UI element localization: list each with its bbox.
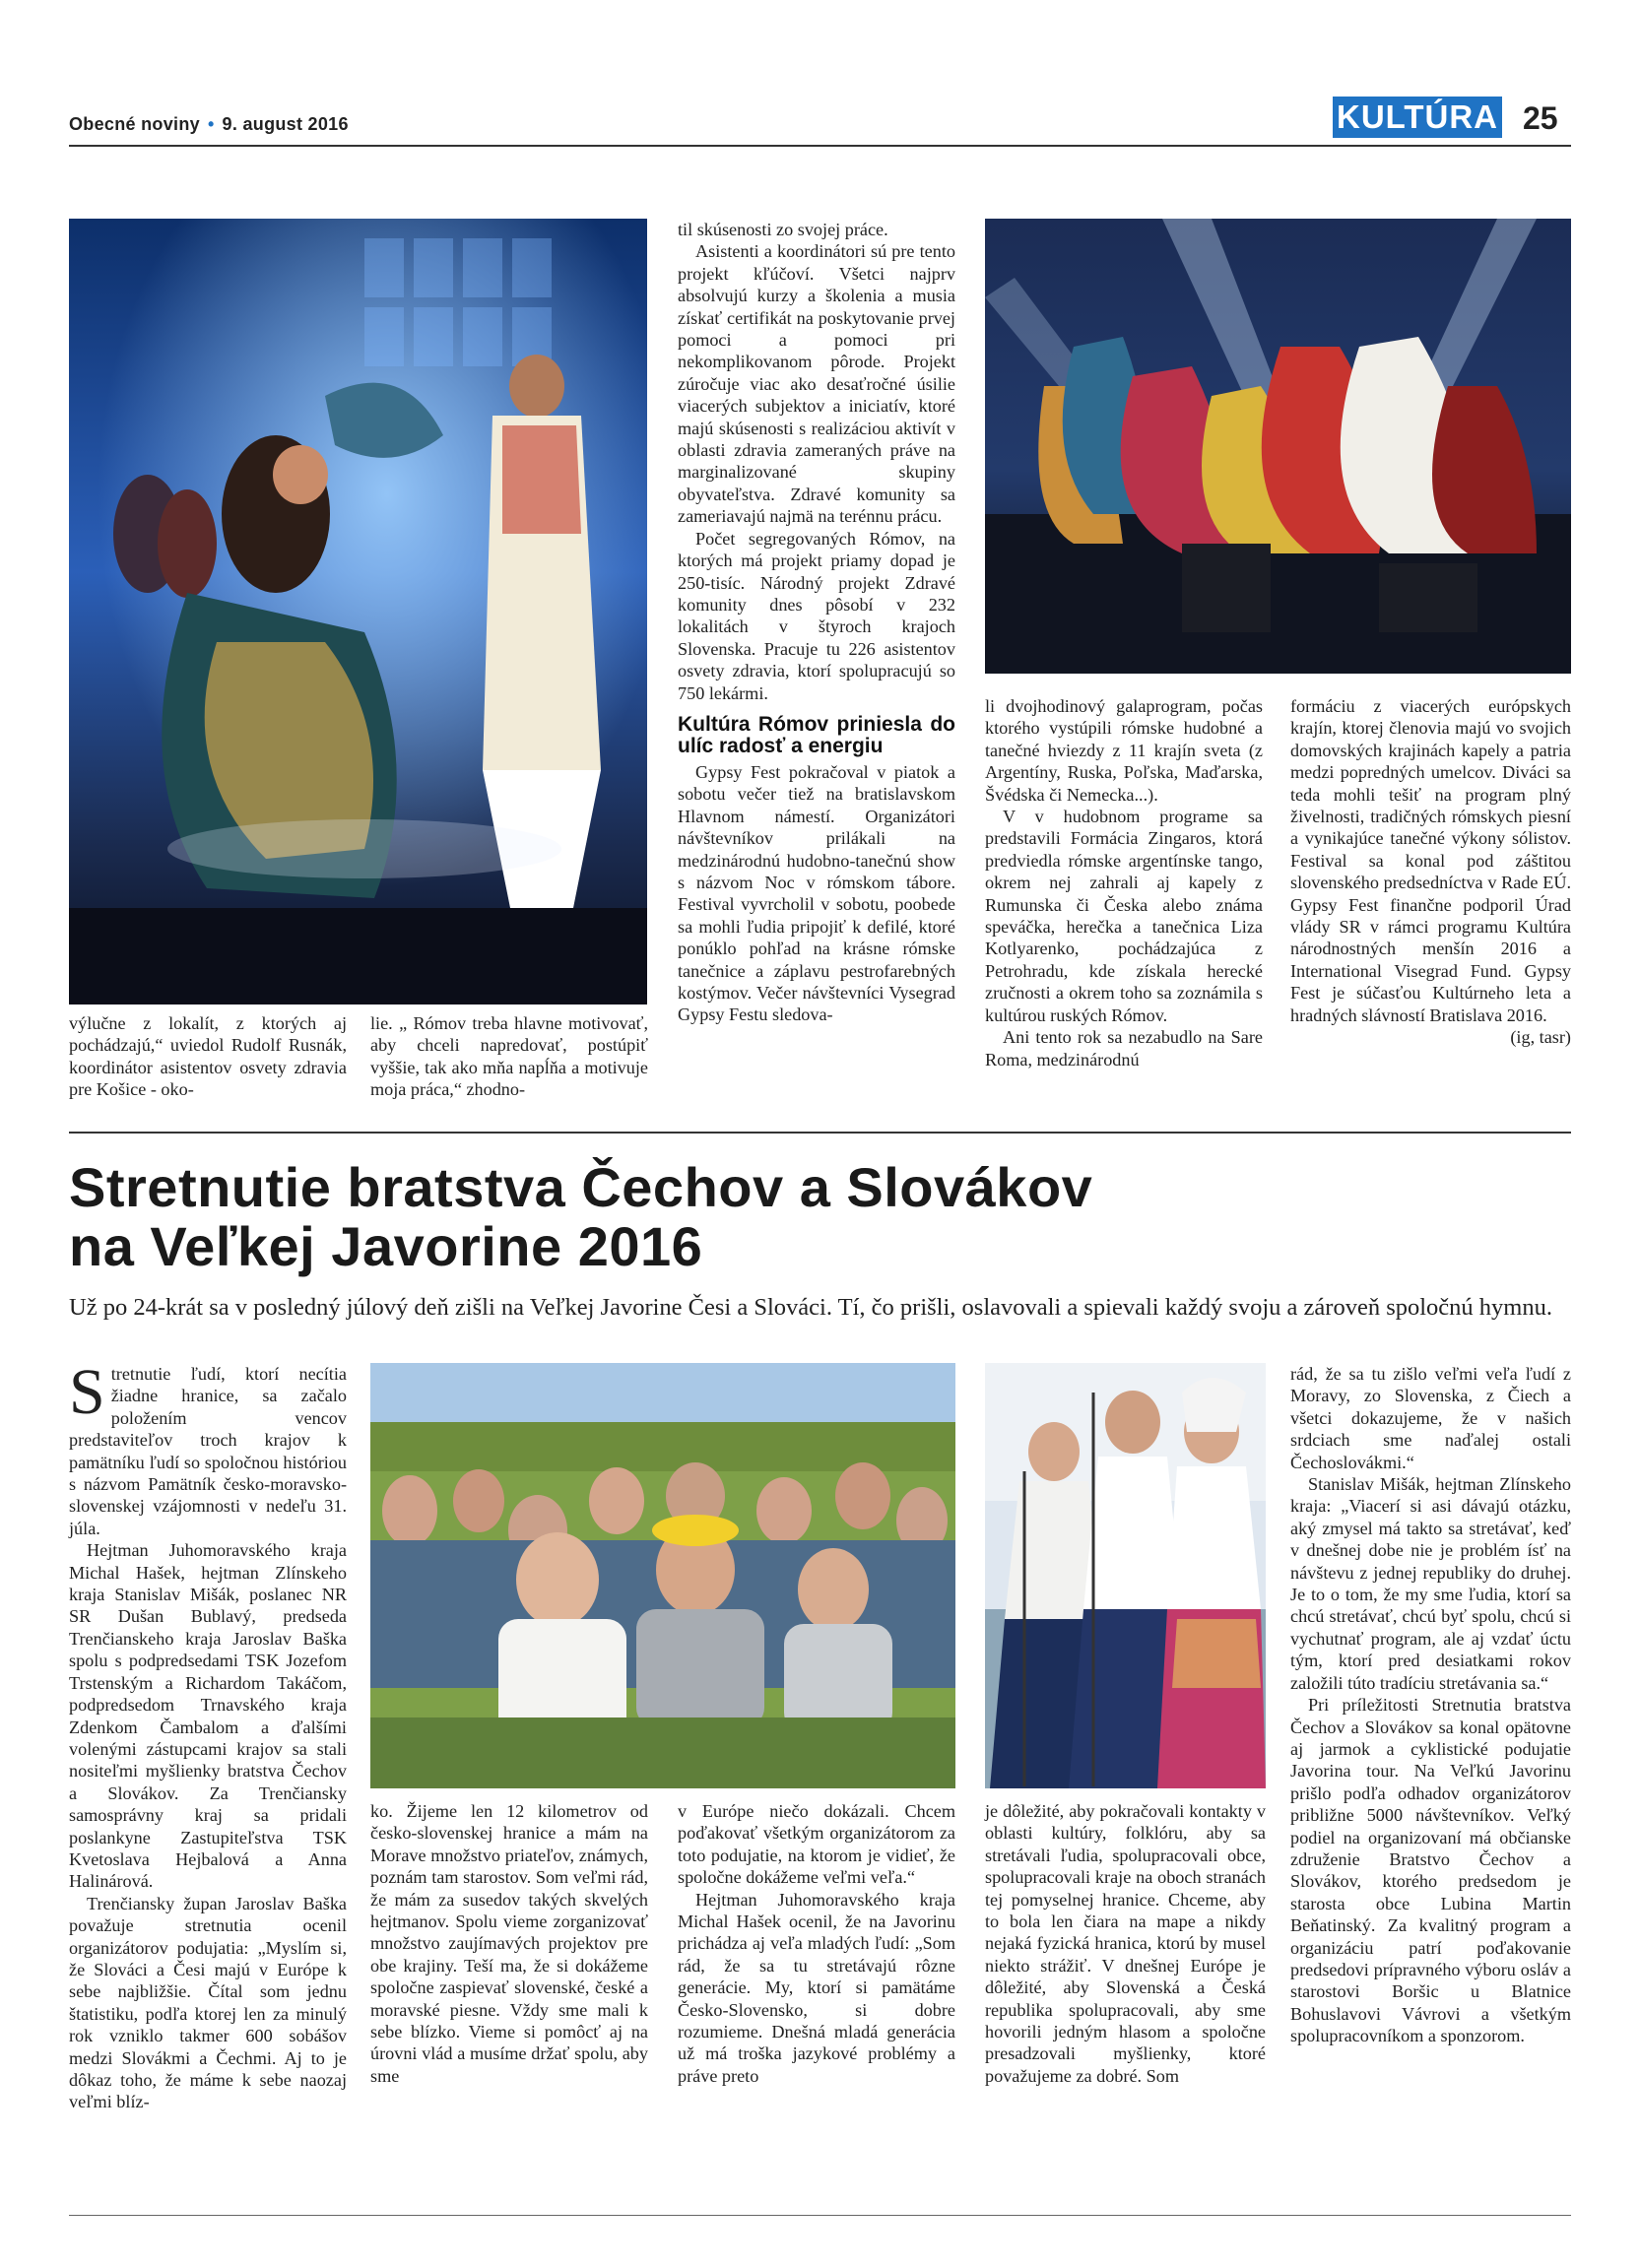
paragraph: formáciu z viacerých európskych krajín, ktorej členovia majú vo svojich domovských krajinách kapely a patria medzi popredných umelcov. Diváci sa teda mohli tešiť na program plný živelnosti, tradičných rómskych piesní a vynikajúce tanečné výkony sólistov. Festival sa konal pod záštitou slovenského predsedníctva v Rade EÚ. Gypsy Fest finančne podporil Úrad vlády SR v rámci programu Kultúra národnostných menšín 2016 a International Visegrad Fund. Gypsy Fest je súčasťou Kultúrneho leta a hradných slávností Bratislava 2016. [1290,696,1571,1025]
article-headline [69,1158,1448,1276]
crowd-photo [370,1363,955,1788]
article-col-4 [985,1800,1266,2087]
top-col-1 [69,1012,347,1101]
paragraph: ko. Žijeme len 12 kilometrov od česko-slovenskej hranice a mám na Morave množstvo priateľov, známych, poznám tam starostov. Som veľmi rád, že mám za susedov takých skvelých hejtmanov. Spolu vieme zorganizovať množstvo zaujímavých projektov pre obe krajiny. Teší ma, že si dokážeme spoločne zaspievať slovenské, české a moravské piesne. Vždy sme mali k sebe blízko. Vieme si pomôcť aj na úrovni vlád a musíme držať spolu, aby sme [370,1801,648,2086]
article-col-1 [69,1356,347,2113]
paragraph: Hejtman Juhomoravského kraja Michal Hašek, hejtman Zlínskeho kraja Stanislav Mišák, poslanec NR SR Dušan Bublavý, predseda Trenčianskeho kraja Jaroslav Baška spolu s podpredsedami TSK Jozefom Trstenským a Richardom Takáčom, podpredsedom Trnavského kraja Zdenkom Čambalom a ďalšími volenými zástupcami krajov sa stali nositeľmi myšlienky bratstva Čechov a Slovákov. Za Trenčiansky samosprávny kraj sa pridali poslankyne Zastupiteľstva TSK Kvetoslava Hejbalová a Anna Halinárová. [69,1540,347,1892]
paragraph: rád, že sa tu zišlo veľmi veľa ľudí z Moravy, zo Slovenska, z Čiech a všetci dokazujeme, že v našich srdciach sme naďalej ostali Čechoslovákmi.“ [1290,1364,1571,1472]
paragraph: li dvojhodinový galaprogram, počas ktorého vystúpili rómske hudobné a tanečné hviezdy z 11 krajín sveta (z Argentíny, Ruska, Poľska, Maďarska, Švédska či Nemecka...). [985,696,1263,805]
publication-name: Obecné noviny [69,114,200,134]
headline-line-2: na Veľkej Javorine 2016 [69,1215,703,1277]
masthead [69,114,349,135]
article-lead: Už po 24-krát sa v posledný júlový deň zišli na Veľkej Javorine Česi a Slováci. Tí, čo prišli, oslavovali a spievali každý svoju a zároveň spoločnú hymnu. [69,1294,1552,1321]
paragraph: je dôležité, aby pokračovali kontakty v oblasti kultúry, folklóru, aby sa stretávali ľudia, spolupracovali obce, spolupracovali kraje na oboch stranách tej pomyselnej hranice. Chceme, aby to bola len čiara na mape a nikdy nejaká fyzická hranica, ktorú by musel niekto strážiť. V dnešnej Európe je dôležité, aby Slovenská a Česká republika spolupracovali, aby sme hovorili jedným hlasom a spoločne presadzovali myšlienky, ktoré považujeme za dobré. Som [985,1801,1266,2086]
section-divider [69,1132,1571,1134]
gypsy-fest-dancer-photo [69,219,647,1004]
paragraph: Trenčiansky župan Jaroslav Baška považuje stretnutia ocenil organizátorov podujatia: „Myslím si, že Slováci a Česi majú v Európe k sebe najbližšie. Čítal som jednu štatistiku, podľa ktorej len za minulý rok vzniklo takmer 600 sobášov medzi Slovákmi a Čechmi. Aj to je dôkaz toho, že máme k sebe naozaj veľmi blíz- [69,1893,347,2112]
article-col-3 [678,1800,955,2087]
section-label: KULTÚRA [1333,97,1502,138]
paragraph: Gypsy Fest pokračoval v piatok a sobotu večer tiež na bratislavskom Hlavnom námestí. Organizátori návštevníkov prilákali na medzinárodnú hudobno-tanečnú show s názvom Noc v rómskom tábore. Festival vyvrcholil v sobotu, poobede sa mohli ľudia pripojiť k defilé, ktoré ponúklo pohľad na krásne rómske tanečnice a záplavu pestrofarebných kostýmov. Večer návštevníci Vysegrad Gypsy Festu sledova- [678,761,955,1025]
headline-line-1: Stretnutie bratstva Čechov a Slovákov [69,1156,1093,1218]
paragraph: Počet segregovaných Rómov, na ktorých má projekt priamy dopad je 250-tisíc. Národný projekt Zdravé komunity dnes pôsobí v 232 lokalitách v štyroch krajoch Slovenska. Pracuje tu 226 asistentov osvety zdravia, ktorí spolupracujú so 750 lekármi. [678,528,955,703]
folk-singers-photo [985,1363,1266,1788]
paragraph: Ani tento rok sa nezabudlo na Sare Roma, medzinárodnú [985,1027,1263,1069]
page-number: 25 [1523,100,1558,136]
author-credit: (ig, tasr) [1510,1027,1571,1048]
paragraph: lie. „ Rómov treba hlavne motivovať, aby chceli napredovať, postúpiť vyššie, tak ako mňa napĺňa a motivuje moja práca,“ zhodno- [370,1013,648,1100]
subheading: Kultúra Rómov priniesla do ulíc radosť a energiu [678,712,955,757]
paragraph: Hejtman Juhomoravského kraja Michal Hašek ocenil, že na Javorinu prichádza aj veľa mladých ľudí: „Som rád, že sa tu stretávajú rôzne generácie. My, ktorí si pamätáme Česko-Slovensko, si dobre rozumieme. Dnešná mladá generácia už má troška jazykové problémy a práve preto [678,1889,955,2086]
issue-date: 9. august 2016 [222,114,349,134]
top-divider [69,145,1571,147]
paragraph: til skúsenosti zo svojej práce. [678,220,888,239]
paragraph: Stanislav Mišák, hejtman Zlínskeho kraja: „Viacerí si asi dávajú otázku, aký zmysel má takto sa stretávať, keď v dnešnej dobe nie je problém ísť na návštevu z jednej republiky do druhej. Je to o tom, že my sme ľudia, ktorí sa chcú stretávať, chcú byť spolu, chcú si vychutnať program, ale aj vzdať úctu tým, ktorí pred desiatkami rokov založili túto tradíciu stretávania sa.“ [1290,1474,1571,1693]
top-col-4 [985,695,1263,1070]
drop-cap: S [69,1356,105,1428]
paragraph: Stretnutie ľudí, ktorí necítia žiadne hranice, sa začalo položením vencov predstaviteľov troch krajov k pamätníku ľudí so spoločnou históriou s názvom Pamätník česko-moravsko-slovenskej vzájomnosti v nedeľu 31. júla. [69,1356,347,1538]
paragraph: v Európe niečo dokázali. Chcem poďakovať všetkým organizátorom za toto podujatie, na ktorom je vidieť, že spoločne dokážeme veľmi veľa.“ [678,1801,955,1888]
separator-dot: • [207,114,215,134]
paragraph: Pri príležitosti Stretnutia bratstva Čechov a Slovákov sa konal opätovne aj jarmok a cyklistické podujatie Javorina tour. Na Veľkú Javorinu prišlo podľa odhadov organizátorov približne 5000 návštevníkov. Veľký podiel na organizovaní má občianske združenie Bratstvo Čechov a Slovákov, ktorého predsedom je starosta obce Lubina Martin Beňatinský. Za kvalitný program a organizáciu patrí poďakovanie predsedovi prípravného výboru osláv a starostovi Boršic u Blatnice Bohuslavovi Vávrovi a všetkým spolupracovníkom a sponzorom. [1290,1695,1571,2046]
top-col-5 [1290,695,1571,1049]
bottom-divider [69,2215,1571,2216]
top-col-2 [370,1012,648,1101]
paragraph: V v hudobnom programe sa predstavili Formácia Zingaros, ktorá predviedla rómske argentínske tango, okrem nej zahrali aj kapely z Rumunska či Česka alebo známa speváčka, herečka a tanečnica Liza Kotlyarenko, pochádzajúca z Petrohradu, kde získala herecké zručnosti a okrem toho sa zoznámila s kultúrou ruských Rómov. [985,807,1263,1025]
top-col-3 [678,219,955,1026]
paragraph: Asistenti a koordinátori sú pre tento projekt kľúčoví. Všetci najprv absolvujú kurzy a školenia a musia získať certifikát na poskytovanie prvej pomoci a pomoci pri nekomplikovanom pôrode. Projekt zúročuje viac ako desaťročné úsilie viacerých subjektov a iniciatív, ktoré majú skúsenosti s realizáciou aktivít v oblasti zdravia zameraných práve na marginalizované skupiny obyvateľstva. Zdravé komunity sa zameriavajú najmä na terénnu prácu. [678,241,955,527]
gypsy-fest-stage-photo [985,219,1571,674]
paragraph: výlučne z lokalít, z ktorých aj pochádzajú,“ uviedol Rudolf Rusnák, koordinátor asistentov osvety zdravia pre Košice - oko- [69,1013,347,1100]
article-col-2 [370,1800,648,2087]
article-col-5 [1290,1363,1571,2047]
